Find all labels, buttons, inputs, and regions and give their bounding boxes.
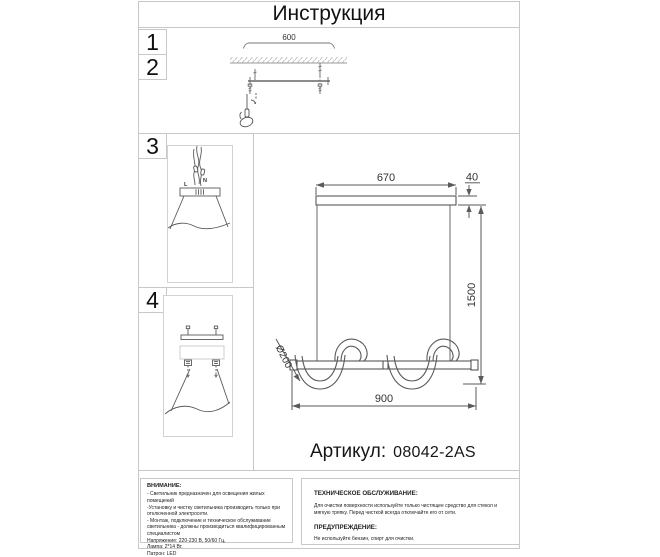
ceiling-mount-drawing [225, 30, 360, 130]
fastener-right [213, 360, 220, 378]
suspension-wires [317, 205, 450, 361]
attention-line: -Установку и чистку светильника производить только при [147, 504, 280, 511]
warning-title: ПРЕДУПРЕЖДЕНИЕ: [314, 523, 377, 531]
attention-line: Лампа: 2*14 Вт. [147, 544, 183, 551]
divider-column [253, 133, 254, 470]
step-number-3 [138, 133, 167, 159]
attention-line: - Светильник предназначен для освещения жилых [147, 491, 265, 498]
step-number-1 [138, 29, 167, 55]
step-4-label: 4 [146, 286, 159, 313]
attention-line: Напряжение: 220-230 В, 50/60 Гц, [147, 537, 226, 544]
dimension-600 [244, 33, 335, 49]
article-label: Артикул: [310, 441, 387, 462]
dim-900-label: 900 [374, 393, 394, 405]
attention-line: специалистом [147, 530, 181, 537]
dim-40-label: 40 [465, 171, 479, 184]
attention-line: Патрон: LED [147, 550, 177, 557]
fastener-left [185, 360, 192, 378]
canopy-outline [165, 369, 230, 414]
wire-neutral-label: N [203, 178, 207, 184]
wiring-drawing [168, 146, 232, 282]
canopy-plate [180, 346, 224, 359]
terminal-block [180, 188, 220, 196]
attention-line: помещений [147, 497, 174, 504]
page-title: Инструкция [272, 2, 386, 25]
wire-live-label: L [184, 182, 188, 188]
step-3-label: 3 [146, 132, 159, 159]
maintenance-title: ТЕХНИЧЕСКОЕ ОБСЛУЖИВАНИЕ: [314, 490, 418, 497]
step-2-label: 2 [146, 53, 159, 80]
lamp-dimension-drawing [270, 165, 520, 425]
hand-screwdriver-icon [239, 93, 256, 128]
attention-line: отключенной электросети. [147, 511, 209, 518]
mounting-bolts [186, 326, 217, 335]
dimension-670 [316, 172, 456, 195]
step-1-label: 1 [146, 28, 159, 55]
bracket-screws [248, 84, 322, 94]
article-row [310, 441, 520, 463]
maintenance-body: Для очистки поверхности используйте только чистящее средство для стекол и мягкую тряпку. Перед чисткой всегда отключайте его от сети. [314, 503, 497, 517]
dim-200-label: Ø200 [272, 343, 294, 371]
attention-title: ВНИМАНИЕ: [147, 483, 182, 489]
article-value: 08042-2AS [393, 444, 476, 461]
divider-section-top [138, 133, 520, 134]
attention-line: - Монтаж, подключение и техническое обслуживание [147, 517, 271, 524]
mount-bar [181, 335, 223, 340]
dimension-1500 [463, 206, 486, 384]
divider-under-title [138, 27, 520, 28]
ceiling-hatch [230, 57, 347, 63]
divider-section-bottom [138, 470, 520, 471]
mounting-bracket [248, 69, 330, 85]
step-number-2 [138, 54, 167, 80]
dim-1500-label: 1500 [466, 282, 478, 308]
dim-670-label: 670 [376, 172, 396, 184]
attention-line: светильника - должны производиться квалифицированным [147, 524, 286, 531]
warning-body: Не используйте бензин, спирт для очистки. [314, 536, 415, 543]
fastening-drawing [164, 296, 232, 436]
dimension-900 [292, 371, 476, 410]
attention-block [140, 478, 293, 557]
lamp-bar [290, 360, 478, 370]
canopy-cone [168, 196, 230, 229]
dim-600-label: 600 [282, 33, 296, 42]
ceiling-bar [316, 196, 456, 205]
maintenance-block [301, 478, 520, 545]
